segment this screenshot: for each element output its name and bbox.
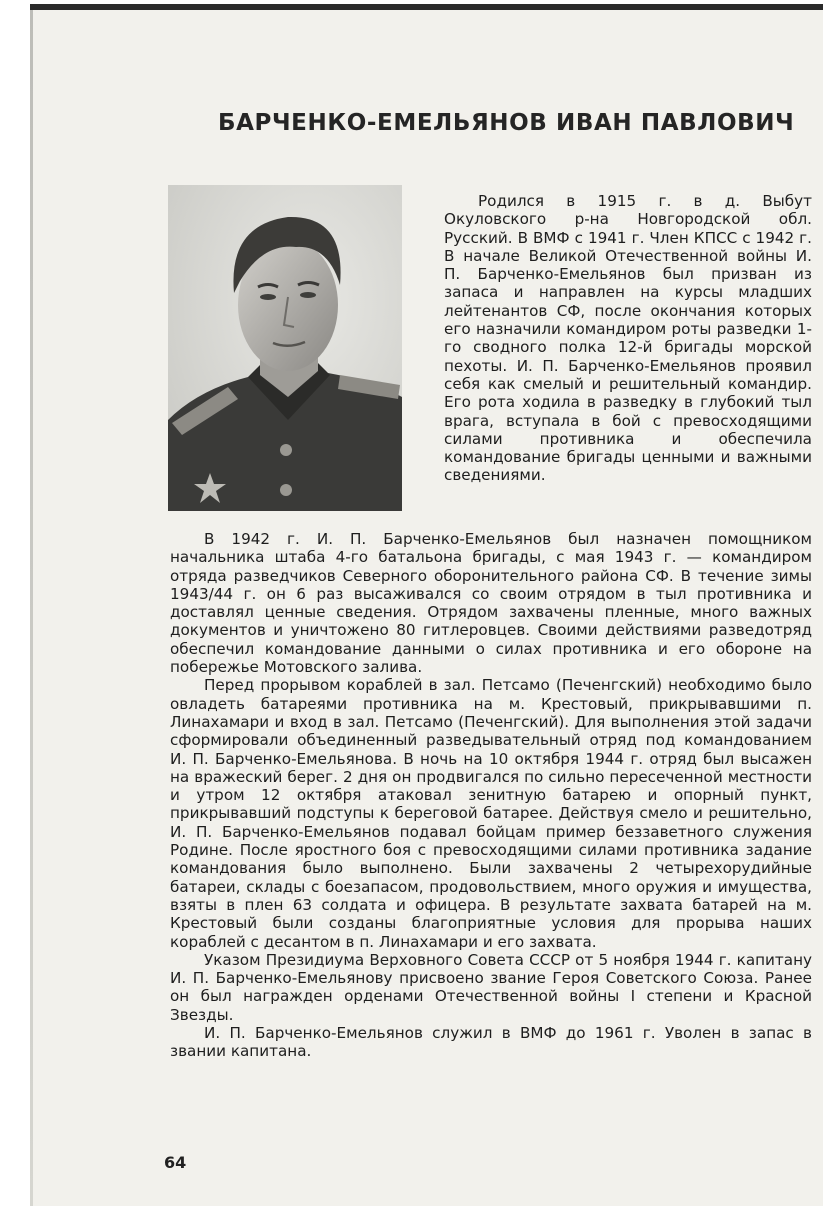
paragraph: В 1942 г. И. П. Барченко-Емельянов был назначен помощником начальника штаба 4-го батальона бригады, с мая 1943 г. — командиром отряда разведчиков Северного оборонительного района СФ. В течение зимы 1943/44 г. он 6 раз высаживался со своим отрядом в тыл противника и доставлял ценные сведения. Отрядом захвачены пленные, много важных документов и уничтожено 80 гитлеровцев. Своими действиями разведотряд обеспечил командование данными о силах противника и его обороне на побережье Мотовского залива. bbox=[170, 530, 812, 677]
page-number: 64 bbox=[164, 1153, 187, 1172]
body-text bbox=[170, 530, 812, 1061]
portrait-photo bbox=[168, 185, 402, 511]
paragraph: И. П. Барченко-Емельянов служил в ВМФ до 1961 г. Уволен в запас в звании капитана. bbox=[170, 1024, 812, 1061]
book-page bbox=[30, 4, 823, 1206]
paragraph: Перед прорывом кораблей в зал. Петсамо (Печенгский) необходимо было овладеть батареями противника на м. Крестовый, прикрывавшими п. Линахамари и вход в зал. Петсамо (Печенгский). Для выполнения этой задачи сформировали объединенный разведывательный отряд под командованием И. П. Барченко-Емельянова. В ночь на 10 октября 1944 г. отряд был высажен на вражеский берег. 2 дня он продвигался по сильно пересеченной местности и утром 12 октября атаковал зенитную батарею и опорный пункт, прикрывавший подступы к береговой батарее. Действуя смело и решительно, И. П. Барченко-Емельянов подавал бойцам пример беззаветного служения Родине. После яростного боя с превосходящими силами противника задание командования было выполнено. Были захвачены 2 четырехорудийные батареи, склады с боезапасом, продовольствием, много оружия и имущества, взяты в плен 63 солдата и офицера. В результате захвата батарей на м. Крестовый были созданы благоприятные условия для прорыва наших кораблей с десантом в п. Линахамари и его захвата. bbox=[170, 676, 812, 951]
portrait-icon bbox=[168, 185, 402, 511]
intro-paragraph: Родился в 1915 г. в д. Выбут Окуловского р-на Новгородской обл. Русский. В ВМФ с 1941 г. Член КПСС с 1942 г. В начале Великой Отечественной войны И. П. Барченко-Емельянов был призван из запаса и направлен на курсы младших лейтенантов СФ, после окончания которых его назначили командиром роты разведки 1-го сводного полка 12-й бригады морской пехоты. И. П. Барченко-Емельянов проявил себя как смелый и решительный командир. Его рота ходила в разведку в глубокий тыл врага, вступала в бой с превосходящими силами противника и обеспечила командование бригады ценными и важными сведениями. bbox=[444, 192, 812, 485]
paragraph: Указом Президиума Верховного Совета СССР от 5 ноября 1944 г. капитану И. П. Барченко-Емельянову присвоено звание Героя Советского Союза. Ранее он был награжден орденами Отечественной войны I степени и Красной Звезды. bbox=[170, 950, 812, 1024]
page-title: БАРЧЕНКО-ЕМЕЛЬЯНОВ ИВАН ПАВЛОВИЧ bbox=[218, 110, 795, 136]
